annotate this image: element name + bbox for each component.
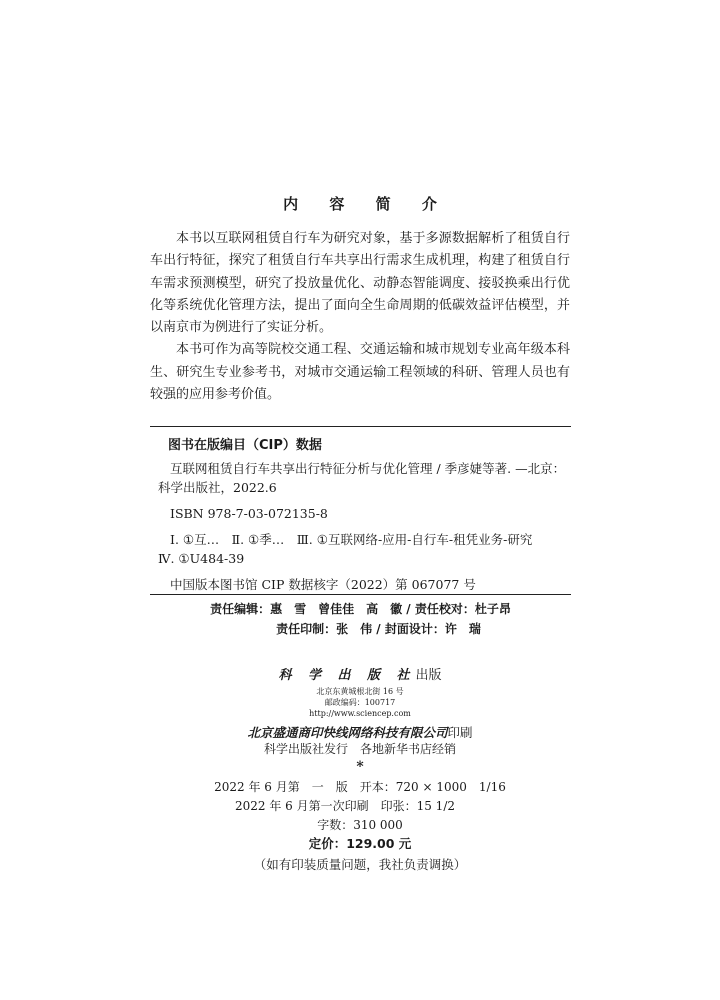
credits-production: 责任印制：张 伟 / 封面设计：许 瑞 [276,622,481,636]
cip-bottom-rule [150,594,571,595]
distribution: 科学出版社发行 各地新华书店经销 [263,742,456,756]
intro-paragraph-1: 本书以互联网租赁自行车为研究对象，基于多源数据解析了租赁自行车出行特征，探究了租赁自行车共享出行需求生成机理，构建了租赁自行车需求预测模型，研究了投放量优化、动静态智能调度、接驳换乘出行优化等系统优化管理方法，提出了面向全生命周期的低碳效益评估模型，并以南京市为例进行了实证分析。 [150,231,570,336]
printer-suffix: 印刷 [447,725,473,740]
cip-isbn: ISBN 978-7-03-072135-8 [170,506,328,521]
cip-entry-line-2: 科学出版社，2022.6 [158,480,277,495]
cip-record-number: 中国版本图书馆 CIP 数据核字（2022）第 067077 号 [170,577,476,592]
cip-classification-line-1: Ⅰ. ①互… Ⅱ. ①季… Ⅲ. ①互联网络-应用-自行车-租凭业务-研究 [170,532,533,547]
publisher-address-block [0,686,720,719]
printing-info: 2022 年 6 月第一次印刷 印张：15 1/2 [234,799,455,813]
edition-block [0,778,720,835]
publisher-suffix: 出版 [415,668,442,683]
cip-block [150,459,571,594]
cip-heading: 图书在版编目（CIP）数据 [168,438,322,453]
cip-top-rule [150,426,571,427]
separator-star: * [356,759,364,775]
publisher-name: 科 学 出 版 社 [278,668,416,683]
edition-info: 2022 年 6 月第 一 版 开本：720 × 1000 1/16 [214,780,506,794]
credits-editors: 责任编辑：惠 雪 曾佳佳 高 徽 / 责任校对：杜子昂 [210,602,511,616]
cip-classification-line-2: Ⅳ. ①U484-39 [158,551,245,566]
publisher-address: 北京东黄城根北街 16 号 [316,687,404,696]
page-title: 内 容 简 介 [283,195,450,213]
word-count: 字数：310 000 [317,818,403,832]
printer-name: 北京盛通商印快线网络科技有限公司 [247,725,448,740]
credits-block [150,599,571,639]
price: 定价：129.00 元 [308,836,412,851]
intro-text [150,228,570,406]
publisher-website: http://www.sciencep.com [309,709,411,718]
publisher-line [0,664,720,683]
intro-paragraph-2: 本书可作为高等院校交通工程、交通运输和城市规划专业高年级本科生、研究生专业参考书，对城市交通运输工程领域的科研、管理人员也有较强的应用参考价值。 [150,342,570,403]
printer-line [0,722,720,741]
publisher-postcode: 邮政编码：100717 [324,698,396,707]
quality-note: （如有印装质量问题，我社负责调换） [253,857,467,872]
cip-entry-line-1: 互联网租赁自行车共享出行特征分析与优化管理 / 季彦婕等著. —北京： [170,461,566,476]
